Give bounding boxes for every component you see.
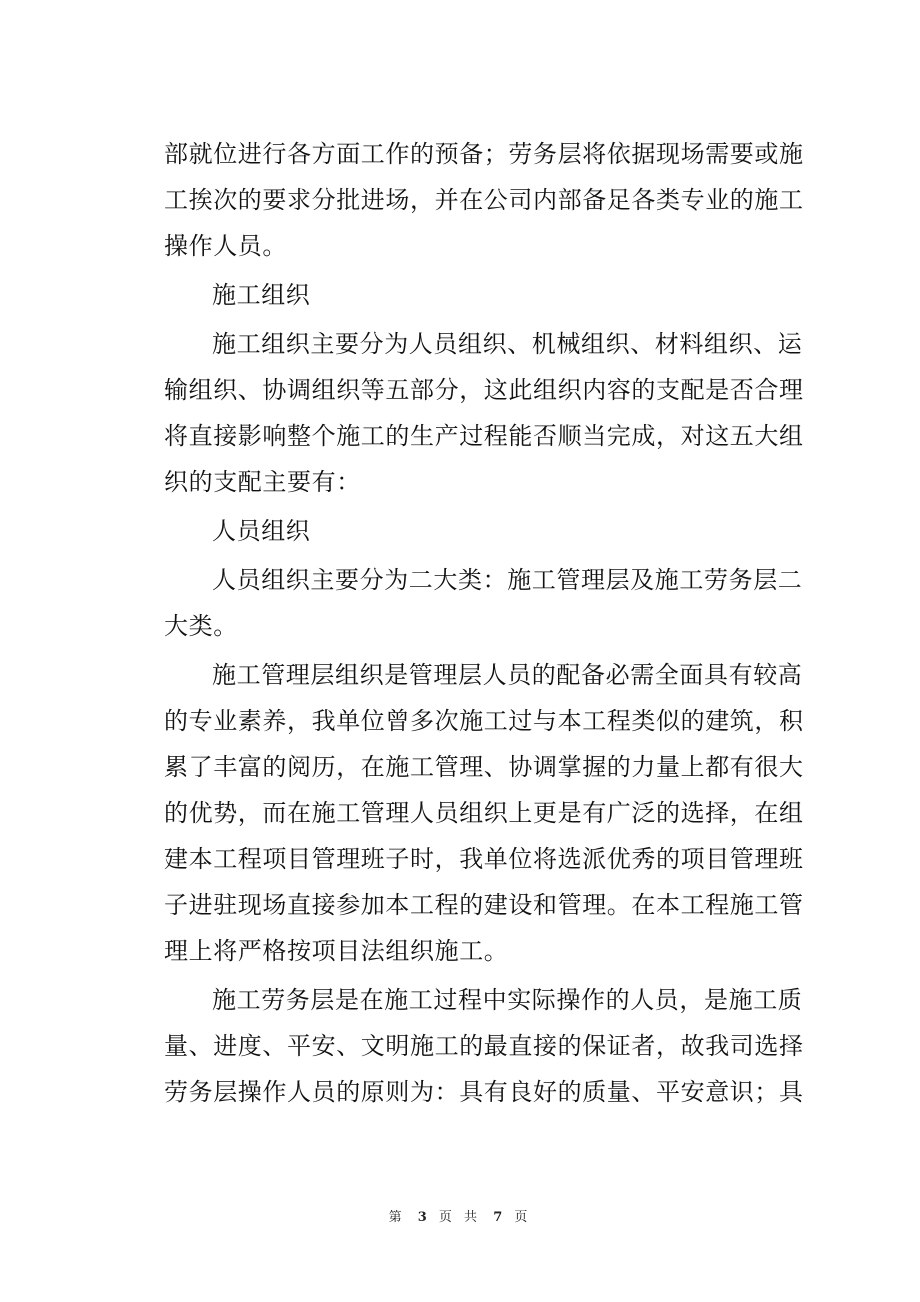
footer-prefix: 第 <box>388 1210 406 1225</box>
paragraph-line: 输组织、协调组织等五部分，这此组织内容的支配是否合理 <box>164 376 804 404</box>
total-pages-number: 7 <box>493 1210 503 1225</box>
paragraph-line: 建本工程项目管理班子时，我单位将选派优秀的项目管理班 <box>164 845 804 873</box>
paragraph-line: 人员组织主要分为二大类：施工管理层及施工劳务层二 <box>212 566 803 594</box>
footer-suffix: 页 <box>514 1210 532 1225</box>
paragraph-line: 织的支配主要有： <box>164 468 361 496</box>
page-footer <box>0 1209 920 1227</box>
paragraph-line: 操作人员。 <box>164 232 287 260</box>
section-heading: 施工组织 <box>212 281 311 309</box>
current-page-number: 3 <box>417 1210 427 1225</box>
paragraph-line: 施工劳务层是在施工过程中实际操作的人员，是施工质 <box>212 986 803 1014</box>
paragraph-line: 的优势，而在施工管理人员组织上更是有广泛的选择，在组 <box>164 799 804 827</box>
paragraph-line: 量、进度、平安、文明施工的最直接的保证者，故我司选择 <box>164 1032 804 1060</box>
section-heading: 人员组织 <box>212 517 311 545</box>
paragraph-line: 大类。 <box>164 612 238 640</box>
paragraph-line: 工挨次的要求分批进场，并在公司内部备足各类专业的施工 <box>164 186 804 214</box>
paragraph-line: 的专业素养，我单位曾多次施工过与本工程类似的建筑，积 <box>164 707 804 735</box>
paragraph-line: 施工管理层组织是管理层人员的配备必需全面具有较高 <box>212 661 803 689</box>
document-body <box>164 131 804 1115</box>
paragraph-line: 施工组织主要分为人员组织、机械组织、材料组织、运 <box>212 330 803 358</box>
paragraph-line: 劳务层操作人员的原则为：具有良好的质量、平安意识；具 <box>164 1078 804 1106</box>
paragraph-line: 子进驻现场直接参加本工程的建设和管理。在本工程施工管 <box>164 891 804 919</box>
paragraph-line: 部就位进行各方面工作的预备；劳务层将依据现场需要或施 <box>164 140 804 168</box>
paragraph-line: 理上将严格按项目法组织施工。 <box>164 937 509 965</box>
footer-middle: 页 共 <box>438 1210 482 1225</box>
paragraph-line: 将直接影响整个施工的生产过程能否顺当完成，对这五大组 <box>164 422 804 450</box>
paragraph-line: 累了丰富的阅历，在施工管理、协调掌握的力量上都有很大 <box>164 753 804 781</box>
